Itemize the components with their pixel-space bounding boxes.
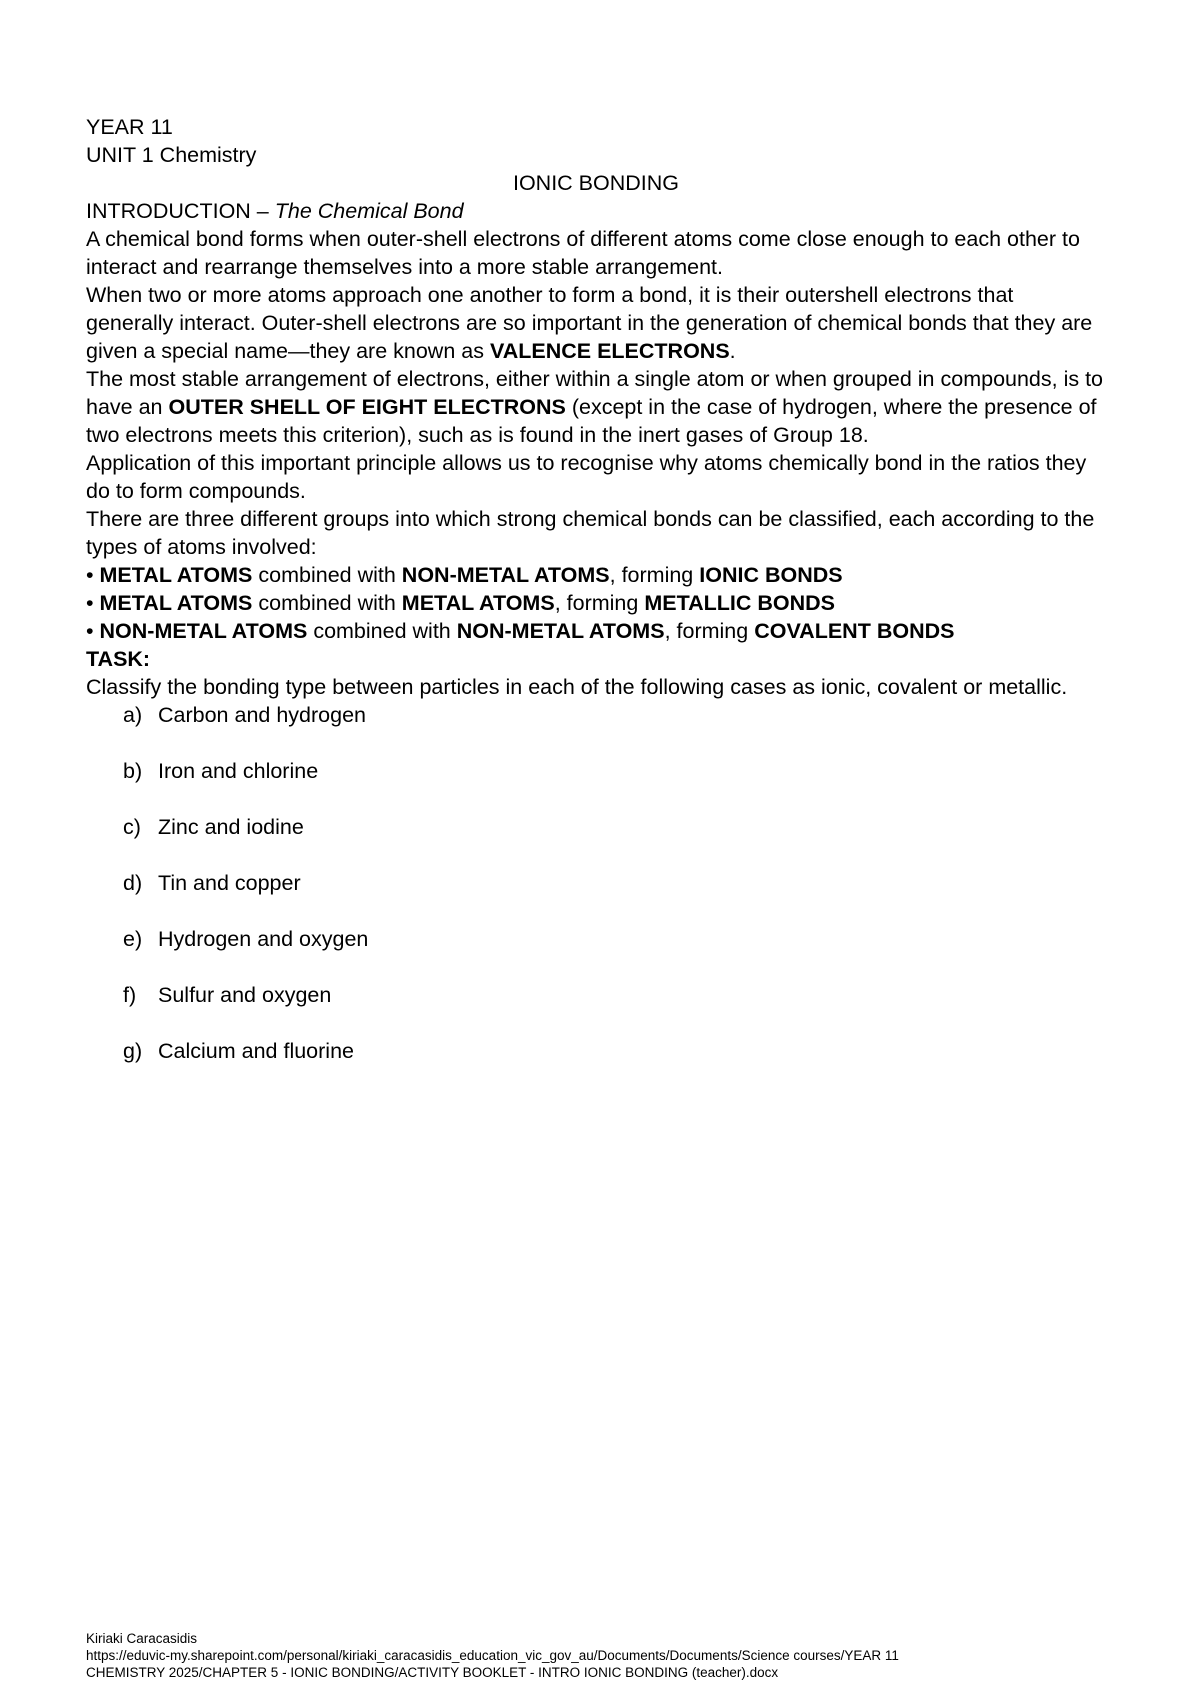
footer-path-line1: https://eduvic-my.sharepoint.com/personal/kiriaki_caracasidis_education_vic_gov_au/Documents/Documents/Science courses/YEAR 11 (86, 1648, 899, 1663)
bullet-text: , forming (554, 591, 645, 615)
paragraph-valence-text: When two or more atoms approach one another to form a bond, it is their outershell electrons that generally interact. Outer-shell electrons are so important in the generation of chemical bonds that they are given a special name—they are known as (86, 283, 1093, 363)
task-item (86, 981, 1106, 1009)
bullet-term: IONIC BONDS (699, 563, 843, 587)
task-item-text: Zinc and iodine (158, 815, 304, 839)
task-item (86, 1037, 1106, 1065)
paragraph-octet-text2: (except in the case of hydrogen, where the presence of two electrons meets this criterion), such as is found in the inert gases of Group 18. (86, 395, 1097, 447)
bullet-term: METAL ATOMS (401, 591, 555, 615)
task-heading: TASK: (86, 647, 151, 671)
task-item-text: Tin and copper (158, 871, 301, 895)
intro-label: INTRODUCTION – (86, 199, 275, 223)
bullet-term: METAL ATOMS (99, 563, 253, 587)
footer-path-line2: CHEMISTRY 2025/CHAPTER 5 - IONIC BONDING/ACTIVITY BOOKLET - INTRO IONIC BONDING (teacher).docx (86, 1665, 779, 1680)
task-item-letter: g) (123, 1039, 143, 1063)
paragraph-octet-text1: The most stable arrangement of electrons, either within a single atom or when grouped in compounds, is to have an (86, 367, 1104, 419)
task-item-letter: f) (123, 983, 137, 1007)
task-item-text: Sulfur and oxygen (158, 983, 332, 1007)
bullet-ionic (86, 561, 1106, 589)
footer-author: Kiriaki Caracasidis (86, 1631, 198, 1646)
bullet-term: METAL ATOMS (99, 591, 253, 615)
document-title: IONIC BONDING (512, 171, 680, 195)
bullet-text: , forming (609, 563, 700, 587)
task-item-letter: d) (123, 871, 143, 895)
task-item-letter: c) (123, 815, 141, 839)
bullet-text: combined with (307, 619, 457, 643)
task-item (86, 813, 1106, 841)
paragraph-groups: There are three different groups into which strong chemical bonds can be classified, each according to the types of atoms involved: (86, 507, 1095, 559)
task-item-letter: e) (123, 927, 143, 951)
bullet-symbol: • (86, 591, 100, 615)
bullet-text: combined with (252, 591, 402, 615)
bullet-term: NON-METAL ATOMS (401, 563, 610, 587)
bullet-text: , forming (664, 619, 755, 643)
task-item-text: Calcium and fluorine (158, 1039, 354, 1063)
task-item-letter: b) (123, 759, 143, 783)
task-item (86, 925, 1106, 953)
bullet-term: METALLIC BONDS (644, 591, 836, 615)
bullet-covalent (86, 617, 1106, 645)
page-footer (86, 1630, 1166, 1681)
octet-term: OUTER SHELL OF EIGHT ELECTRONS (168, 395, 566, 419)
paragraph-valence (86, 281, 1106, 365)
task-item-text: Iron and chlorine (158, 759, 319, 783)
bullet-text: combined with (252, 563, 402, 587)
paragraph-valence-end: . (729, 339, 736, 363)
year-heading: YEAR 11 (86, 115, 173, 139)
task-item (86, 701, 1106, 729)
intro-italic: The Chemical Bond (274, 199, 464, 223)
valence-electrons-term: VALENCE ELECTRONS (489, 339, 730, 363)
paragraph-application: Application of this important principle allows us to recognise why atoms chemically bond in the ratios they do to form compounds. (86, 451, 1087, 503)
task-item-text: Carbon and hydrogen (158, 703, 366, 727)
task-item (86, 757, 1106, 785)
task-item-letter: a) (123, 703, 143, 727)
unit-heading: UNIT 1 Chemistry (86, 143, 257, 167)
bullet-symbol: • (86, 619, 100, 643)
bullet-term: NON-METAL ATOMS (456, 619, 665, 643)
task-instruction: Classify the bonding type between particles in each of the following cases as ionic, covalent or metallic. (86, 675, 1068, 699)
bullet-symbol: • (86, 563, 100, 587)
intro-heading (86, 197, 1106, 225)
task-item-text: Hydrogen and oxygen (158, 927, 369, 951)
bullet-term: NON-METAL ATOMS (99, 619, 308, 643)
document-body (86, 113, 1106, 1093)
paragraph-chemical-bond: A chemical bond forms when outer-shell electrons of different atoms come close enough to each other to interact and rearrange themselves into a more stable arrangement. (86, 227, 1080, 279)
bullet-metallic (86, 589, 1106, 617)
bullet-term: COVALENT BONDS (754, 619, 955, 643)
task-item (86, 869, 1106, 897)
task-list (86, 701, 1106, 1065)
paragraph-octet (86, 365, 1106, 449)
